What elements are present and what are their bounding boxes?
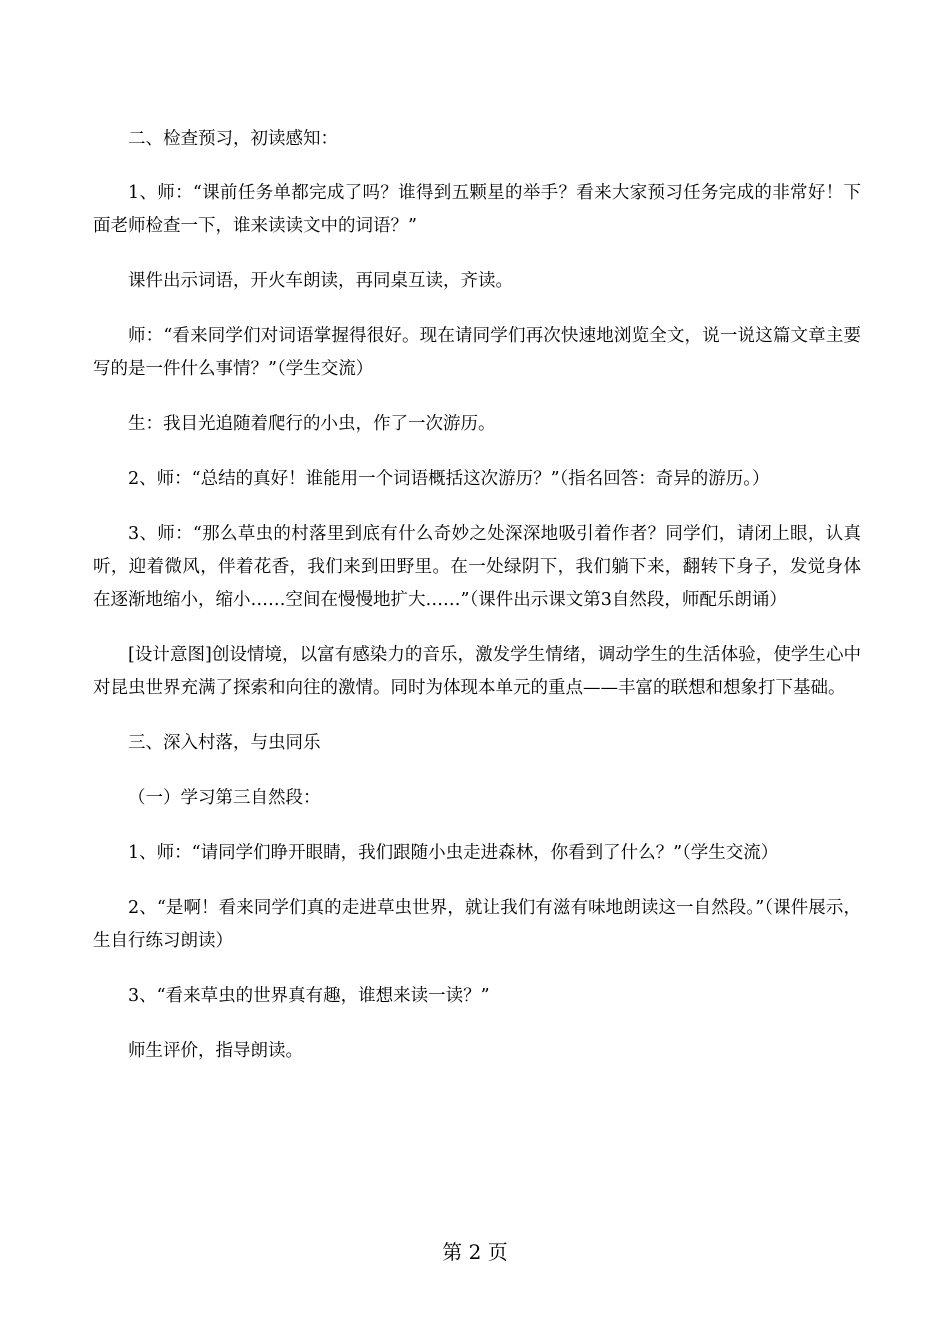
paragraph: 课件出示词语，开火车朗读，再同桌互读，齐读。 [128,271,513,291]
paragraph: 3、师：“那么草虫的村落里到底有什么奇妙之处深深地吸引着作者？同学们，请闭上眼，认真听，迎着微风，伴着花香，我们来到田野里。在一处绿阴下，我们躺下来，翻转下身子，发觉身体在逐渐地缩小，缩小……空间在慢慢地扩大……”（课件出示课文第3自然段，师配乐朗诵） [93,524,861,610]
paragraph: 2、师：“总结的真好！谁能用一个词语概括这次游历？”（指名回答：奇异的游历。） [128,469,770,489]
document-body [93,123,861,1068]
section-heading-village: 三、深入村落，与虫同乐 [128,733,321,753]
paragraph: 2、“是啊！看来同学们真的走进草虫世界，就让我们有滋有味地朗读这一自然段。”（课件展示，生自行练习朗读） [93,898,861,951]
paragraph: 1、师：“课前任务单都完成了吗？谁得到五颗星的举手？看来大家预习任务完成的非常好！下面老师检查一下，谁来读读文中的词语？” [93,183,861,236]
paragraph: 3、“看来草虫的世界真有趣，谁想来读一读？” [128,986,490,1006]
section-heading-review: 二、检查预习，初读感知： [128,129,338,149]
paragraph: 师生评价，指导朗读。 [128,1041,303,1061]
page-number: 第 2 页 [442,1240,508,1264]
paragraph: 1、师：“请同学们睁开眼睛，我们跟随小虫走进森林，你看到了什么？”（学生交流） [128,843,779,863]
paragraph: 师：“看来同学们对词语掌握得很好。现在请同学们再次快速地浏览全文，说一说这篇文章主要写的是一件什么事情？”（学生交流） [93,326,861,379]
design-intent-paragraph: [设计意图]创设情境，以富有感染力的音乐，激发学生情绪，调动学生的生活体验，使学生心中对昆虫世界充满了探索和向往的激情。同时为体现本单元的重点——丰富的联想和想象打下基础。 [93,645,861,698]
paragraph: 生：我目光追随着爬行的小虫，作了一次游历。 [128,414,496,434]
subsection-heading: （一）学习第三自然段： [128,788,321,808]
